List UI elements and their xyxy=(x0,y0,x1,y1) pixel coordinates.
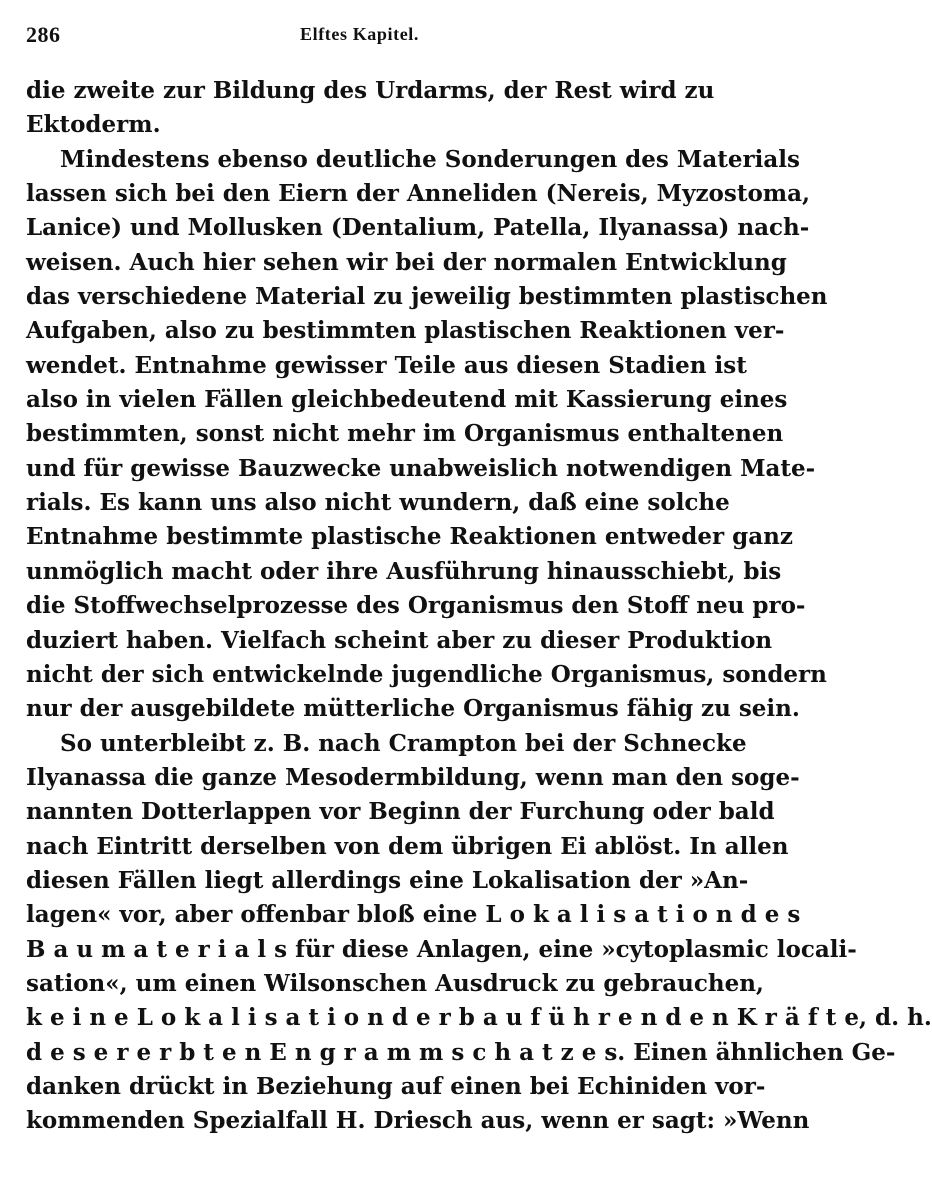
text-line: nicht der sich entwickelnde jugendliche Organismus, sondern xyxy=(26,660,827,688)
text-line: danken drückt in Beziehung auf einen bei Echiniden vor- xyxy=(26,1072,766,1100)
text-line: bestimmten, sonst nicht mehr im Organismus enthaltenen xyxy=(26,420,784,448)
text-line: Ektoderm. xyxy=(26,111,161,139)
text-line: unmöglich macht oder ihre Ausführung hinausschiebt, bis xyxy=(26,557,782,585)
text-line: nur der ausgebildete mütterliche Organismus fähig zu sein. xyxy=(26,695,800,723)
text-line: Mindestens ebenso deutliche Sonderungen des Materials xyxy=(60,145,800,173)
running-head: Elftes Kapitel. xyxy=(300,24,419,44)
text-line: rials. Es kann uns also nicht wundern, daß eine solche xyxy=(26,489,730,517)
text-line: nannten Dotterlappen vor Beginn der Furchung oder bald xyxy=(26,798,775,826)
text-line: kommenden Spezialfall H. Driesch aus, wenn er sagt: »Wenn xyxy=(26,1107,810,1135)
text-line: Entnahme bestimmte plastische Reaktionen entweder ganz xyxy=(26,523,793,551)
text-line: d e s e r e r b t e n E n g r a m m s c h a t z e s. Einen ähnlichen Ge- xyxy=(26,1038,896,1066)
text-line: und für gewisse Bauzwecke unabweislich notwendigen Mate- xyxy=(26,454,816,482)
text-line: sation«, um einen Wilsonschen Ausdruck zu gebrauchen, xyxy=(26,969,764,997)
text-line: die zweite zur Bildung des Urdarms, der Rest wird zu xyxy=(26,77,715,104)
text-line: weisen. Auch hier sehen wir bei der normalen Entwicklung xyxy=(26,248,787,276)
page-header xyxy=(26,0,693,48)
text-line: Lanice) und Mollusken (Dentalium, Patella, Ilyanassa) nach- xyxy=(26,214,810,242)
text-line: So unterbleibt z. B. nach Crampton bei der Schnecke xyxy=(60,729,747,757)
text-line: k e i n e L o k a l i s a t i o n d e r b a u f ü h r e n d e n K r ä f t e, d. h. xyxy=(26,1004,932,1032)
text-line: die Stoffwechselprozesse des Organismus den Stoff neu pro- xyxy=(26,592,806,620)
text-line: das verschiedene Material zu jeweilig bestimmten plastischen xyxy=(26,283,828,311)
body-text xyxy=(26,74,932,1139)
text-line: diesen Fällen liegt allerdings eine Lokalisation der »An- xyxy=(26,866,749,894)
page-number: 286 xyxy=(26,22,61,47)
text-line: Aufgaben, also zu bestimmten plastischen Reaktionen ver- xyxy=(26,317,785,345)
text-line: duziert haben. Vielfach scheint aber zu dieser Produktion xyxy=(26,626,773,654)
text-line: also in vielen Fällen gleichbedeutend mit Kassierung eines xyxy=(26,386,788,414)
text-line: lassen sich bei den Eiern der Anneliden (Nereis, Myzostoma, xyxy=(26,180,811,208)
text-line: wendet. Entnahme gewisser Teile aus diesen Stadien ist xyxy=(26,351,747,379)
text-line: Ilyanassa die ganze Mesodermbildung, wenn man den soge- xyxy=(26,763,800,791)
text-line: lagen« vor, aber offenbar bloß eine L o k a l i s a t i o n d e s xyxy=(26,901,801,929)
text-line: B a u m a t e r i a l s für diese Anlagen, eine »cytoplasmic locali- xyxy=(26,935,857,963)
text-line: nach Eintritt derselben von dem übrigen Ei ablöst. In allen xyxy=(26,832,789,860)
